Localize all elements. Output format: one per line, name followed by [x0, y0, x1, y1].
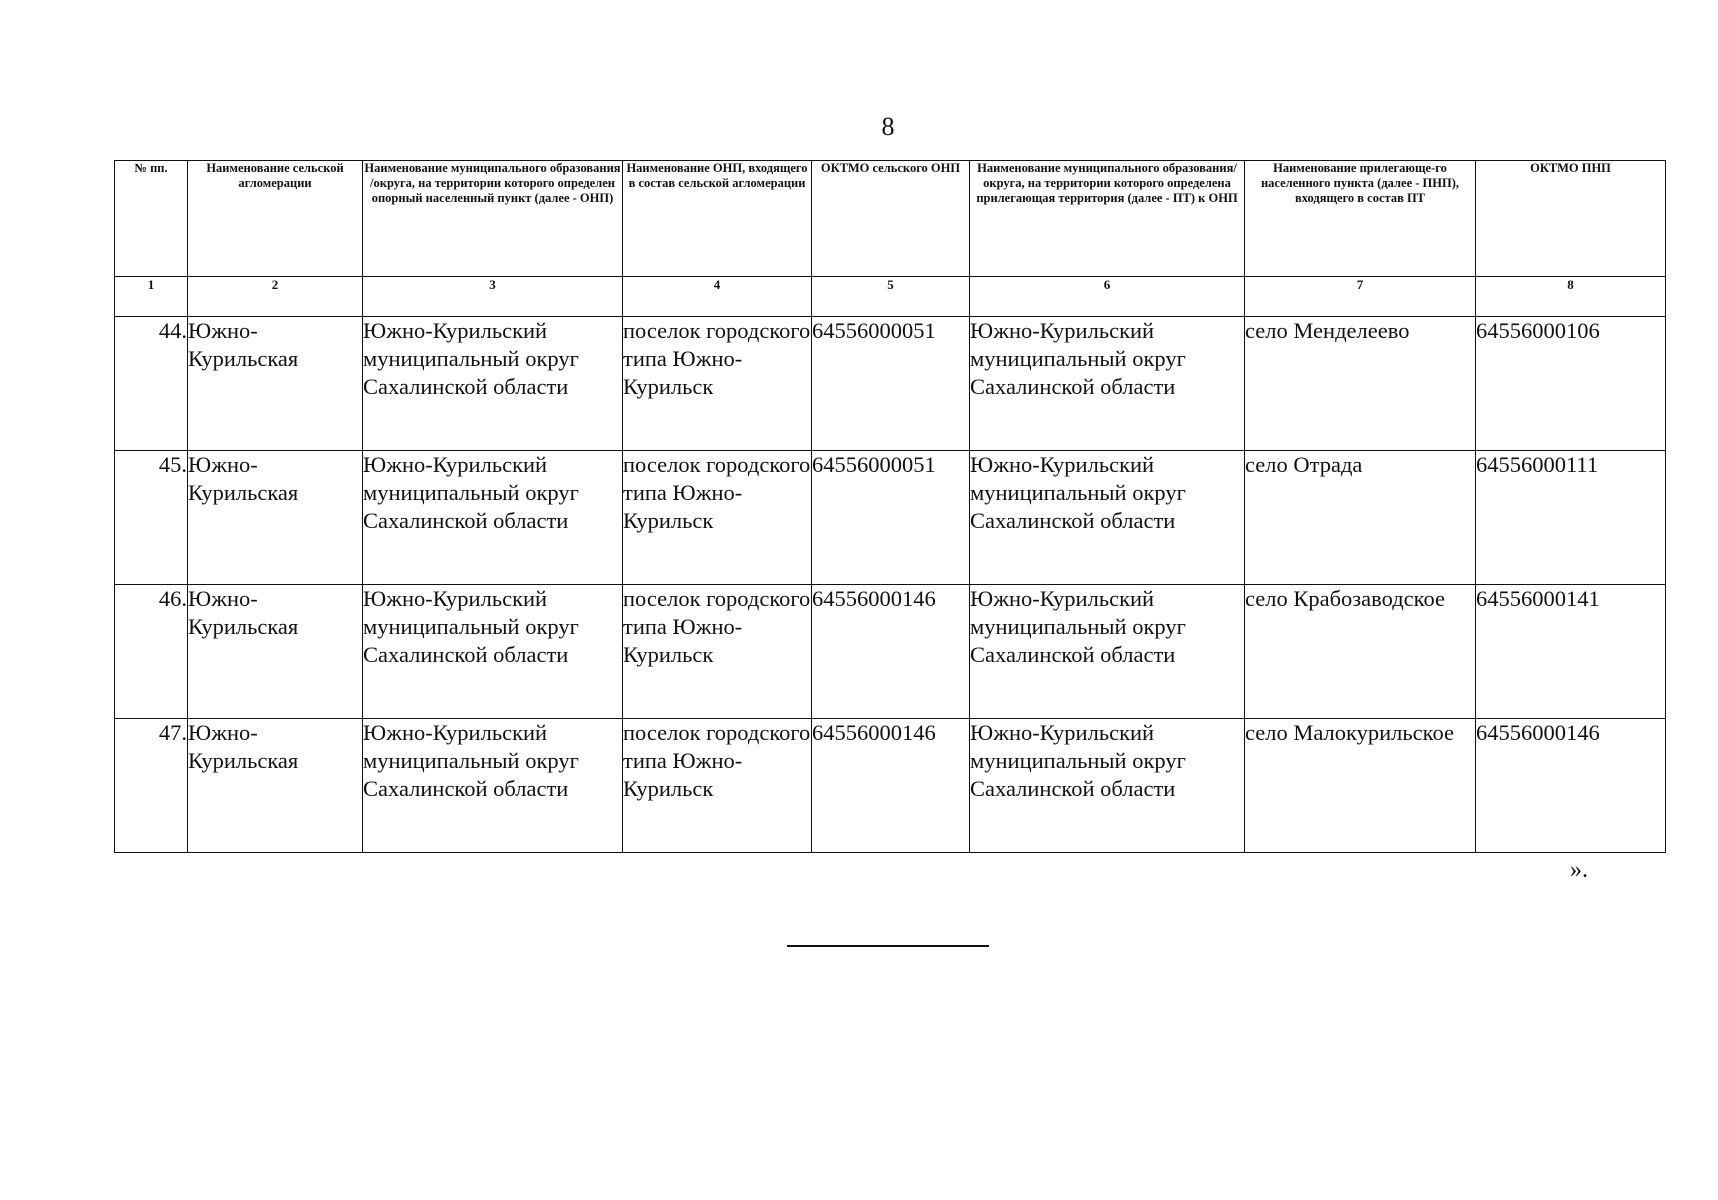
onp-name: поселок городского типа Южно-Курильск [623, 585, 812, 719]
row-number: 44. [115, 317, 188, 451]
table-row [115, 317, 1666, 451]
header-pt-municipality: Наименование муниципального образования/округа, на территории которого определена прилегающая территория (далее - ПТ) к ОНП [970, 161, 1245, 277]
onp-municipality: Южно-Курильский муниципальный округ Сахалинской области [363, 451, 623, 585]
pnp-oktmo: 64556000111 [1476, 451, 1666, 585]
onp-municipality: Южно-Курильский муниципальный округ Сахалинской области [363, 719, 623, 853]
pt-municipality: Южно-Курильский муниципальный округ Сахалинской области [970, 317, 1245, 451]
table-row [115, 451, 1666, 585]
onp-oktmo: 64556000051 [812, 317, 970, 451]
header-onp-oktmo: ОКТМО сельского ОНП [812, 161, 970, 277]
onp-name: поселок городского типа Южно-Курильск [623, 451, 812, 585]
pt-municipality: Южно-Курильский муниципальный округ Сахалинской области [970, 719, 1245, 853]
column-number: 4 [623, 277, 812, 317]
pnp-name: село Малокурильское [1245, 719, 1476, 853]
onp-municipality: Южно-Курильский муниципальный округ Сахалинской области [363, 317, 623, 451]
closing-quote: ». [1570, 857, 1588, 883]
onp-oktmo: 64556000146 [812, 719, 970, 853]
header-number: № пп. [115, 161, 188, 277]
onp-oktmo: 64556000146 [812, 585, 970, 719]
agglomeration-name: Южно-Курильская [188, 451, 363, 585]
end-divider-line [787, 945, 989, 947]
table-row [115, 719, 1666, 853]
row-number: 47. [115, 719, 188, 853]
pnp-oktmo: 64556000141 [1476, 585, 1666, 719]
pnp-oktmo: 64556000106 [1476, 317, 1666, 451]
onp-name: поселок городского типа Южно-Курильск [623, 317, 812, 451]
pnp-name: село Менделеево [1245, 317, 1476, 451]
table-row [115, 585, 1666, 719]
pnp-name: село Отрада [1245, 451, 1476, 585]
row-number: 46. [115, 585, 188, 719]
pnp-name: село Крабозаводское [1245, 585, 1476, 719]
page-number: 8 [881, 112, 895, 141]
header-pnp-oktmo: ОКТМО ПНП [1476, 161, 1666, 277]
agglomeration-name: Южно-Курильская [188, 585, 363, 719]
header-onp-municipality: Наименование муниципального образования /округа, на территории которого определен опорный населенный пункт (далее - ОНП) [363, 161, 623, 277]
onp-municipality: Южно-Курильский муниципальный округ Сахалинской области [363, 585, 623, 719]
pnp-oktmo: 64556000146 [1476, 719, 1666, 853]
onp-oktmo: 64556000051 [812, 451, 970, 585]
column-number: 7 [1245, 277, 1476, 317]
column-number-row [115, 277, 1666, 317]
column-number: 6 [970, 277, 1245, 317]
agglomeration-name: Южно-Курильская [188, 719, 363, 853]
column-number: 1 [115, 277, 188, 317]
onp-name: поселок городского типа Южно-Курильск [623, 719, 812, 853]
header-agglomeration: Наименование сельской агломерации [188, 161, 363, 277]
table-header-row [115, 161, 1666, 277]
row-number: 45. [115, 451, 188, 585]
pt-municipality: Южно-Курильский муниципальный округ Сахалинской области [970, 451, 1245, 585]
header-onp-name: Наименование ОНП, входящего в состав сельской агломерации [623, 161, 812, 277]
column-number: 5 [812, 277, 970, 317]
pt-municipality: Южно-Курильский муниципальный округ Сахалинской области [970, 585, 1245, 719]
agglomeration-name: Южно-Курильская [188, 317, 363, 451]
column-number: 8 [1476, 277, 1666, 317]
header-pnp-name: Наименование прилегающе-го населенного пункта (далее - ПНП), входящего в состав ПТ [1245, 161, 1476, 277]
column-number: 3 [363, 277, 623, 317]
settlements-table [114, 160, 1666, 853]
column-number: 2 [188, 277, 363, 317]
